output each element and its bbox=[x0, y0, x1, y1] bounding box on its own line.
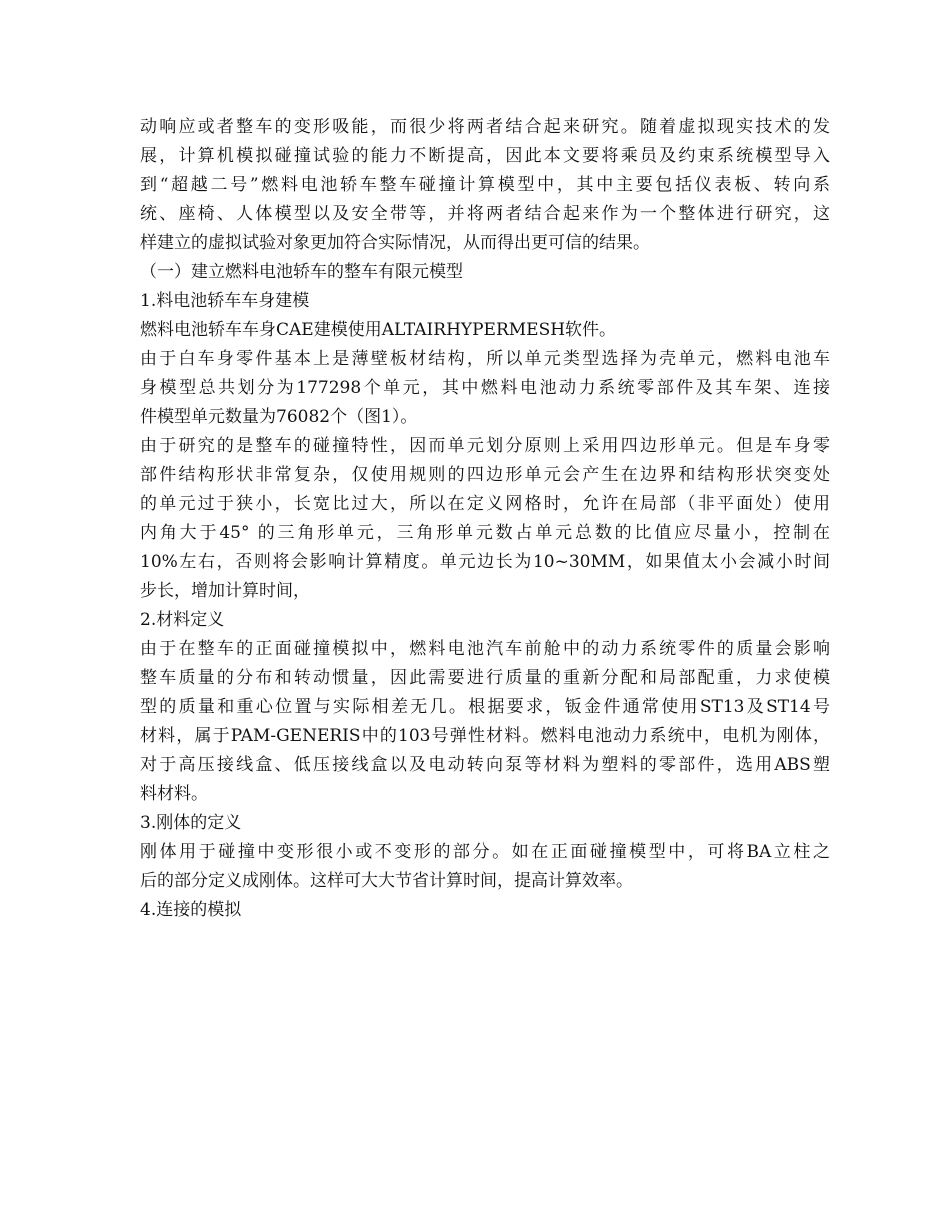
paragraph-line: 刚体用于碰撞中变形很小或不变形的部分。如在正面碰撞模型中，可将BA立柱之 bbox=[140, 842, 830, 862]
paragraph-line: 对于高压接线盒、低压接线盒以及电动转向泵等材料为塑料的零部件，选用ABS塑 bbox=[140, 755, 830, 775]
paragraph-line: 动响应或者整车的变形吸能，而很少将两者结合起来研究。随着虚拟现实技术的发 bbox=[140, 117, 830, 137]
document-page bbox=[140, 113, 830, 925]
paragraph-line: 料材料。 bbox=[140, 784, 208, 804]
paragraph-line: 部件结构形状非常复杂，仅使用规则的四边形单元会产生在边界和结构形状突变处 bbox=[140, 465, 830, 485]
subsection-heading: 4.连接的模拟 bbox=[140, 900, 242, 920]
paragraph-line: 后的部分定义成刚体。这样可大大节省计算时间，提高计算效率。 bbox=[140, 871, 633, 891]
subsection-heading: 1.料电池轿车车身建模 bbox=[140, 291, 310, 311]
paragraph-line: 由于在整车的正面碰撞模拟中，燃料电池汽车前舱中的动力系统零件的质量会影响 bbox=[140, 639, 830, 659]
paragraph-line: 由于研究的是整车的碰撞特性，因而单元划分原则上采用四边形单元。但是车身零 bbox=[140, 436, 830, 456]
paragraph-line: 的单元过于狭小，长宽比过大，所以在定义网格时，允许在局部（非平面处）使用 bbox=[140, 494, 830, 514]
paragraph-line: 材料，属于PAM-GENERIS中的103号弹性材料。燃料电池动力系统中，电机为刚体， bbox=[140, 726, 830, 746]
paragraph-line: 件模型单元数量为76082个（图1）。 bbox=[140, 407, 418, 427]
paragraph-line: 展，计算机模拟碰撞试验的能力不断提高，因此本文要将乘员及约束系统模型导入 bbox=[140, 146, 830, 166]
paragraph-line: 型的质量和重心位置与实际相差无几。根据要求，钣金件通常使用ST13及ST14号 bbox=[140, 697, 830, 717]
subsection-heading: 3.刚体的定义 bbox=[140, 813, 242, 833]
section-heading: （一）建立燃料电池轿车的整车有限元模型 bbox=[140, 262, 463, 282]
paragraph-line: 到“超越二号”燃料电池轿车整车碰撞计算模型中，其中主要包括仪表板、转向系 bbox=[140, 175, 830, 195]
paragraph-line: 由于白车身零件基本上是薄壁板材结构，所以单元类型选择为壳单元，燃料电池车 bbox=[140, 349, 830, 369]
paragraph-line: 步长，增加计算时间， bbox=[140, 581, 310, 601]
paragraph-line: 整车质量的分布和转动惯量，因此需要进行质量的重新分配和局部配重，力求使模 bbox=[140, 668, 830, 688]
subsection-heading: 2.材料定义 bbox=[140, 610, 225, 630]
paragraph-line: 统、座椅、人体模型以及安全带等，并将两者结合起来作为一个整体进行研究，这 bbox=[140, 204, 830, 224]
paragraph-line: 燃料电池轿车车身CAE建模使用ALTAIRHYPERMESH软件。 bbox=[140, 320, 617, 340]
paragraph-line: 样建立的虚拟试验对象更加符合实际情况，从而得出更可信的结果。 bbox=[140, 233, 650, 253]
paragraph-line: 10%左右，否则将会影响计算精度。单元边长为10~30MM，如果值太小会减小时间 bbox=[140, 552, 830, 572]
paragraph-line: 身模型总共划分为177298个单元，其中燃料电池动力系统零部件及其车架、连接 bbox=[140, 378, 830, 398]
paragraph-line: 内角大于45° 的三角形单元，三角形单元数占单元总数的比值应尽量小，控制在 bbox=[140, 523, 830, 543]
